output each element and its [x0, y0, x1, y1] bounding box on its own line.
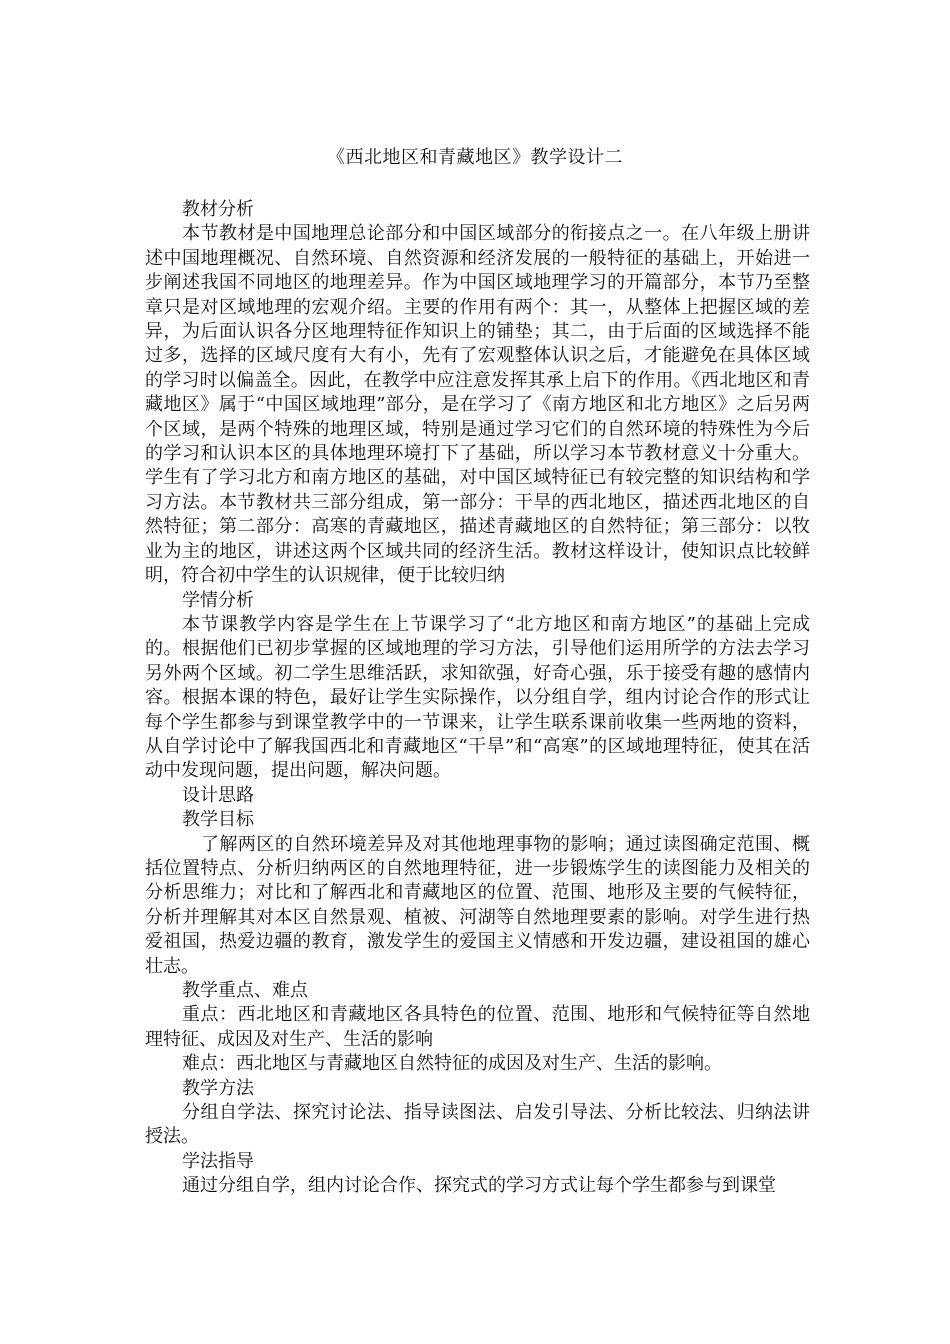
paragraph-learning-guidance: 通过分组自学，组内讨论合作、探究式的学习方式让每个学生都参与到课堂	[182, 1175, 776, 1197]
document-body	[145, 198, 810, 1199]
section-heading-textbook-analysis: 教材分析	[182, 199, 254, 220]
document-title: 《西北地区和青藏地区》教学设计二	[327, 147, 623, 168]
paragraph-key-point: 重点：西北地区和青藏地区各具特色的位置、范围、地形和气候特征等自然地理特征、成因及对生产、生活的影响	[145, 1004, 810, 1050]
section-heading-key-points: 教学重点、难点	[182, 980, 308, 1001]
section-heading-teaching-goals: 教学目标	[182, 809, 254, 831]
paragraph-difficult-point: 难点：西北地区与青藏地区自然特征的成因及对生产、生活的影响。	[182, 1053, 722, 1075]
paragraph-student-analysis: 本节课教学内容是学生在上节课学习了“北方地区和南方地区”的基础上完成的。根据他们已初步掌握的区域地理的学习方法，引导他们运用所学的方法去学习另外两个区域。初二学生思维活跃，求知欲强，好奇心强，乐于接受有趣的感情内容。根据本课的特色，最好让学生实际操作，以分组自学，组内讨论合作的形式让每个学生都参与到课堂教学中的一节课来，让学生联系课前收集一些两地的资料，从自学讨论中了解我国西北和青藏地区“干旱”和“高寒”的区域地理特征，使其在活动中发现问题，提出问题，解决问题。	[145, 613, 810, 782]
section-heading-design-ideas: 设计思路	[182, 784, 254, 806]
section-heading-learning-guidance: 学法指导	[182, 1150, 254, 1172]
paragraph-teaching-methods: 分组自学法、探究讨论法、指导读图法、启发引导法、分析比较法、归纳法讲授法。	[145, 1102, 810, 1148]
section-heading-student-analysis: 学情分析	[182, 589, 254, 611]
paragraph-teaching-goals: 了解两区的自然环境差异及对其他地理事物的影响；通过读图确定范围、概括位置特点、分析归纳两区的自然地理特征，进一步锻炼学生的读图能力及相关的分析思维力；对比和了解西北和青藏地区的位置、范围、地形及主要的气候特征，分析并理解其对本区自然景观、植被、河湖等自然地理要素的影响。对学生进行热爱祖国，热爱边疆的教育，激发学生的爱国主义情感和开发边疆，建设祖国的雄心壮志。	[145, 833, 810, 977]
section-heading-teaching-methods: 教学方法	[182, 1077, 254, 1099]
paragraph-textbook-analysis: 本节教材是中国地理总论部分和中国区域部分的衔接点之一。在八年级上册讲述中国地理概况、自然环境、自然资源和经济发展的一般特征的基础上，开始进一步阐述我国不同地区的地理差异。作为中国区域地理学习的开篇部分，本节乃至整章只是对区域地理的宏观介绍。主要的作用有两个：其一，从整体上把握区域的差异，为后面认识各分区地理特征作知识上的铺垫；其二，由于后面的区域选择不能过多，选择的区域尺度有大有小，先有了宏观整体认识之后，才能避免在具体区域的学习时以偏盖全。因此，在教学中应注意发挥其承上启下的作用。《西北地区和青藏地区》属于“中国区域地理”部分，是在学习了《南方地区和北方地区》之后另两个区域，是两个特殊的地理区域，特别是通过学习它们的自然环境的特殊性为今后的学习和认识本区的具体地理环境打下了基础，所以学习本节教材意义十分重大。学生有了学习北方和南方地区的基础，对中国区域特征已有较完整的知识结构和学习方法。本节教材共三部分组成，第一部分：干旱的西北地区，描述西北地区的自然特征；第二部分：高寒的青藏地区，描述青藏地区的自然特征；第三部分：以牧业为主的地区，讲述这两个区域共同的经济生活。教材这样设计，使知识点比较鲜明，符合初中学生的认识规律，便于比较归纳	[145, 223, 810, 587]
